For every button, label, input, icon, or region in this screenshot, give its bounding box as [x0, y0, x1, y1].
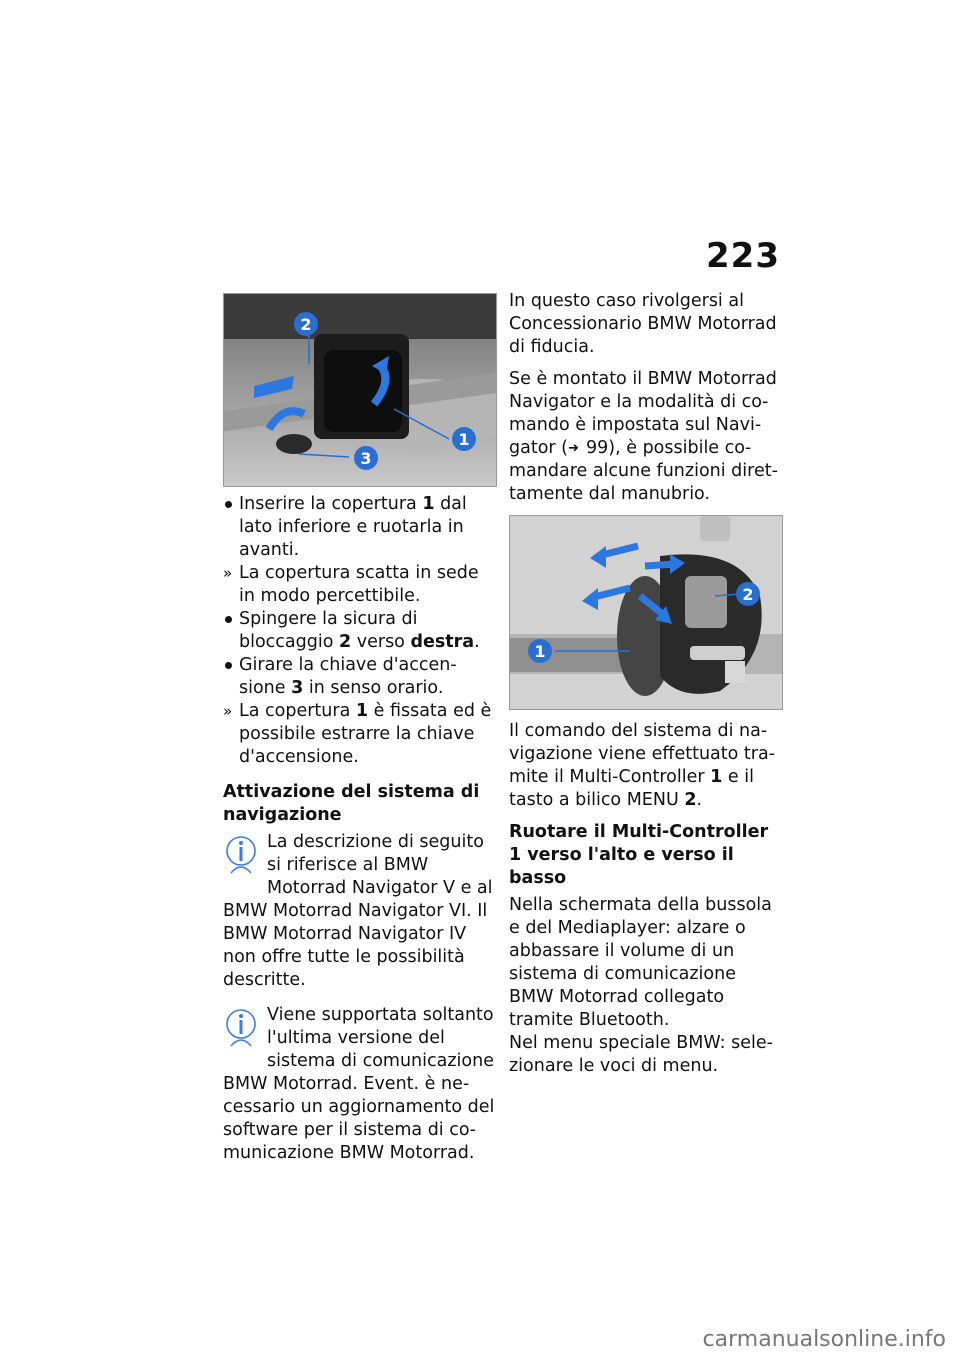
- paragraph: Se è montato il BMW Motorrad Navigator e la modalità di comando è impostata sul Navigator (➜ 99), è possibile comandare alcune funzioni direttamente dal manubrio.: [509, 369, 778, 504]
- paragraph: In questo caso rivolgersi al Concessionario BMW Motorrad di fiducia.: [509, 291, 777, 357]
- callout-2: 2: [300, 315, 312, 334]
- callout-1: 1: [458, 430, 470, 449]
- paragraph: Nel menu speciale BMW: selezionare le voci di menu.: [509, 1033, 773, 1076]
- paragraph: Nella schermata della bussola e del Mediaplayer: alzare o abbassare il volume di un sistema di comunicazione BMW Motorrad collegato tramite Bluetooth.: [509, 895, 772, 1030]
- page-reference[interactable]: 99: [586, 438, 609, 458]
- bullet-icon: [225, 616, 232, 623]
- section-heading: Attivazione del sistema di navigazione: [223, 782, 480, 825]
- page-number: 223: [706, 236, 780, 276]
- navigator-mount-illustration: [224, 294, 496, 486]
- instruction-list: [223, 493, 495, 769]
- step-result: » La copertura 1 è fissata ed è possibile estrarre la chiave d'accensione.: [223, 701, 492, 767]
- step-bullet: Spingere la sicura di bloccaggio 2 verso destra.: [223, 608, 495, 654]
- callout-2: 2: [742, 585, 754, 604]
- result-arrow-icon: »: [223, 702, 233, 720]
- paragraph: Il comando del sistema di navigazione viene effettuato tramite il Multi-Controller 1 e il tasto a bilico MENU 2.: [509, 721, 775, 810]
- step-bullet: Girare la chiave d'accensione 3 in senso orario.: [223, 654, 495, 700]
- bullet-icon: [225, 501, 232, 508]
- callout-1: 1: [534, 642, 546, 661]
- page-reference-arrow-icon: ➜: [568, 441, 579, 456]
- info-note: La descrizione di seguito si riferisce al BMW Motorrad Navigator V e al BMW Motorrad Navigator VI. Il BMW Motorrad Navigator IV non offre tutte le possibilità descritte.: [223, 832, 493, 990]
- info-icon: [223, 1006, 259, 1052]
- bullet-icon: [225, 662, 232, 669]
- right-column: [509, 290, 781, 1087]
- left-column: [223, 293, 495, 1177]
- step-bullet: Inserire la copertura 1 dal lato inferiore e ruotarla in avanti.: [223, 493, 495, 562]
- figure-multi-controller: [509, 515, 783, 710]
- callout-3: 3: [360, 449, 372, 468]
- watermark-footer: carmanualsonline.info: [702, 1327, 946, 1352]
- step-result: » La copertura scatta in sede in modo percettibile.: [223, 563, 479, 606]
- subsection-heading: Ruotare il Multi-Controller 1 verso l'alto e verso il basso: [509, 822, 769, 888]
- info-icon: [223, 833, 259, 879]
- info-note: Viene supportata soltanto l'ultima versione del sistema di comunicazione BMW Motorrad. Event. è necessario un aggiornamento del software per il sistema di comunicazione BMW Motorrad.: [223, 1005, 495, 1163]
- multi-controller-illustration: [510, 516, 782, 709]
- figure-navigator-mount: [223, 293, 497, 487]
- result-arrow-icon: »: [223, 564, 233, 582]
